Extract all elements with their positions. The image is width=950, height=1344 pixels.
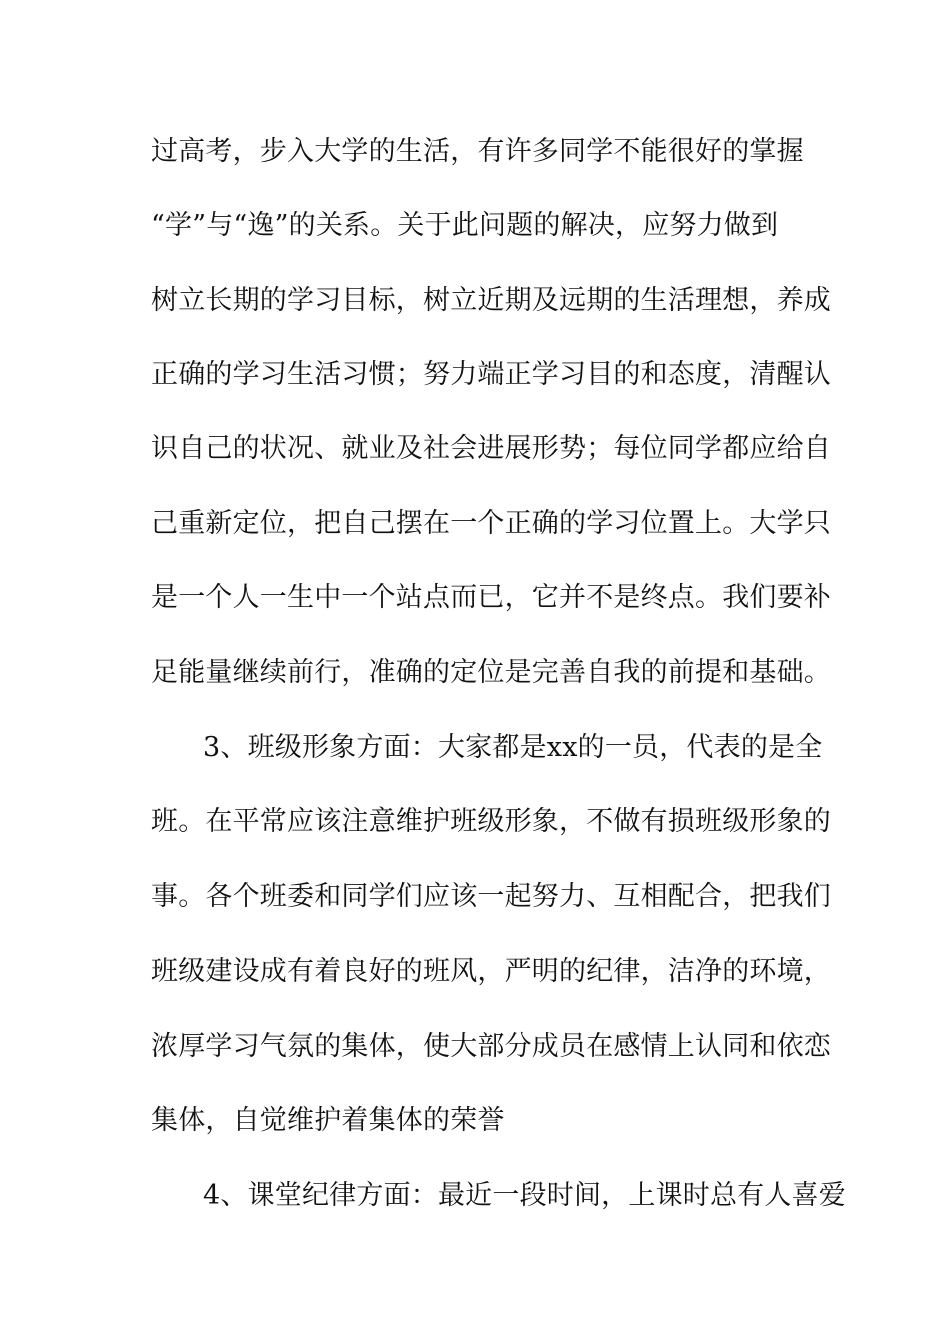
paragraph-line: 过高考，步入大学的生活，有许多同学不能很好的掌握: [151, 136, 804, 167]
section-3-heading-line: 3、班级形象方面：大家都是xx的一员，代表的是全: [203, 732, 823, 763]
paragraph-line: 集体，自觉维护着集体的荣誉: [151, 1105, 505, 1136]
paragraph-line: 己重新定位，把自己摆在一个正确的学习位置上。大学只: [151, 508, 831, 539]
section-4-heading-line: 4、课堂纪律方面：最近一段时间，上课时总有人喜爱: [203, 1180, 846, 1211]
paragraph-line: 浓厚学习气氛的集体，使大部分成员在感情上认同和依恋: [151, 1031, 831, 1062]
paragraph-line: 班级建设成有着良好的班风，严明的纪律，洁净的环境，: [151, 956, 831, 987]
paragraph-line: 足能量继续前行，准确的定位是完善自我的前提和基础。: [151, 657, 831, 688]
paragraph-line: 事。各个班委和同学们应该一起努力、互相配合，把我们: [151, 881, 831, 912]
paragraph-line: 识自己的状况、就业及社会进展形势；每位同学都应给自: [151, 433, 831, 464]
paragraph-line: 正确的学习生活习惯；努力端正学习目的和态度，清醒认: [151, 359, 831, 390]
paragraph-line: 是一个人一生中一个站点而已，它并不是终点。我们要补: [151, 582, 831, 613]
paragraph-line: 树立长期的学习目标，树立近期及远期的生活理想，养成: [151, 285, 831, 316]
paragraph-line: 班。在平常应该注意维护班级形象，不做有损班级形象的: [151, 806, 831, 837]
paragraph-line: “学”与“逸”的关系。关于此问题的解决，应努力做到: [151, 210, 779, 241]
